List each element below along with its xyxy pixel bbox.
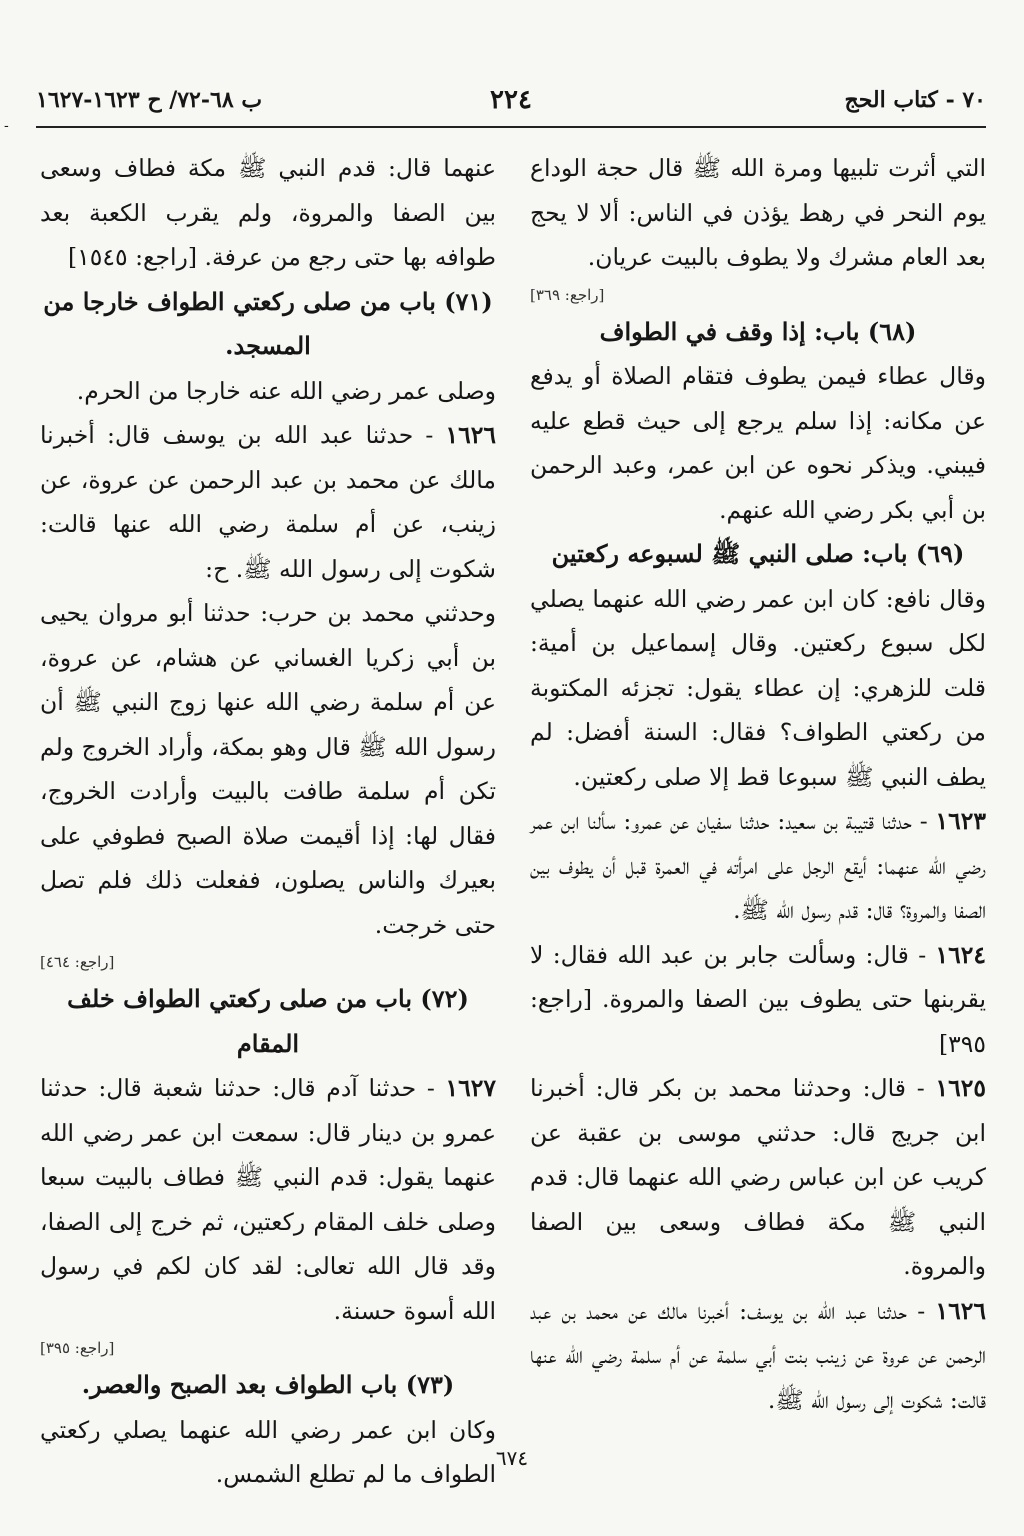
hadith-number: ١٦٢٦	[445, 421, 496, 449]
text-paragraph: وكان ابن عمر رضي الله عنهما يصلي ركعتي الطواف ما لم تطلع الشمس.	[40, 1415, 496, 1488]
hadith-number: ١٦٢٧	[445, 1074, 496, 1102]
text-paragraph: عنهما قال: قدم النبي ﷺ مكة فطاف وسعى بين الصفا والمروة، ولم يقرب الكعبة بعد طوافه بها حتى رجع من عرفة. [راجع: ١٥٤٥]	[40, 154, 496, 271]
hadith-paragraph	[40, 413, 496, 591]
hadith-paragraph	[530, 799, 986, 933]
cross-reference: [راجع: ٤٦٤]	[40, 953, 115, 971]
hadith-number: ١٦٢٥	[935, 1074, 986, 1102]
header-rule	[36, 126, 986, 128]
text-paragraph: وصلى عمر رضي الله عنه خارجا من الحرم.	[76, 376, 496, 405]
hadith-number: ١٦٢٣	[935, 807, 986, 835]
corner-mark: -	[4, 118, 9, 134]
chapter-heading: (٦٩) باب: صلى النبي ﷺ لسبوعه ركعتين	[551, 539, 965, 568]
hadith-text: - قال: وحدثنا محمد بن بكر قال: أخبرنا ابن جريج قال: حدثني موسى بن عقبة عن كريب عن ابن عباس رضي الله عنهما قال: قدم النبي ﷺ مكة فطاف وسعى بين الصفا والمروة.	[530, 1074, 986, 1280]
hadith-number: ١٦٢٤	[935, 940, 986, 969]
hadith-text: - حدثنا قتيبة بن سعيد: حدثنا سفيان عن عمرو: سألنا ابن عمر رضي الله عنهما: أيقع الرجل على امرأته في العمرة قبل أن يطوف بين الصفا والمروة؟ قال: قدم رسول الله ﷺ.	[530, 807, 986, 924]
hadith-paragraph	[530, 1289, 986, 1423]
chapter-heading: (٧١) باب من صلى ركعتي الطواف خارجا من المسجد.	[43, 286, 493, 360]
chapter-title: ٧٠ - كتاب الحج	[844, 87, 986, 113]
header-page-number: ٢٢٤	[490, 85, 532, 115]
right-column	[530, 146, 986, 1442]
left-column	[40, 146, 496, 1488]
text-paragraph: وحدثني محمد بن حرب: حدثنا أبو مروان يحيى بن أبي زكريا الغساني عن هشام، عن عروة، عن أم سلمة رضي الله عنها زوج النبي ﷺ أن رسول الله ﷺ قال وهو بمكة، وأراد الخروج ولم تكن أم سلمة طافت بالبيت وأرادت الخروج، فقال لها: إذا أقيمت صلاة الصبح فطوفي على بعيرك والناس يصلون، ففعلت ذلك فلم تصل حتى خرجت.	[40, 599, 496, 939]
hadith-paragraph	[530, 1066, 986, 1289]
hadith-text: - حدثنا عبد الله بن يوسف قال: أخبرنا مالك عن محمد بن عبد الرحمن عن عروة، عن زينب، عن أم سلمة رضي الله عنها قالت: شكوت إلى رسول الله ﷺ. ح:	[40, 421, 496, 583]
hadith-paragraph	[530, 933, 986, 1067]
hadith-text: - قال: وسألت جابر بن عبد الله فقال: لا يقربنها حتى يطوف بين الصفا والمروة. [راجع: ٣٩٥]	[530, 940, 986, 1058]
hadith-text: - حدثنا عبد الله بن يوسف: أخبرنا مالك عن محمد بن عبد الرحمن عن عروة عن زينب بنت أبي سلمة عن أم سلمة رضي الله عنها قالت: شكوت إلى رسول الله ﷺ.	[530, 1296, 986, 1414]
chapter-heading: (٦٨) باب: إذا وقف في الطواف	[599, 316, 917, 346]
chapter-heading: (٧٣) باب الطواف بعد الصبح والعصر.	[81, 1370, 455, 1399]
hadith-paragraph	[40, 1066, 496, 1333]
cross-reference: [راجع: ٣٩٥]	[40, 1339, 115, 1357]
chapter-heading: (٧٢) باب من صلى ركعتي الطواف خلف المقام	[67, 984, 469, 1058]
hadith-number: ١٦٢٦	[935, 1296, 986, 1325]
chapter-references: ب ٦٨-٧٢/ ح ١٦٢٣-١٦٢٧	[36, 87, 263, 113]
footer-page-number: ٦٧٤	[495, 1446, 529, 1470]
text-paragraph: وقال نافع: كان ابن عمر رضي الله عنهما يصلي لكل سبوع ركعتين. وقال إسماعيل بن أمية: قلت للزهري: إن عطاء يقول: تجزئه المكتوبة من ركعتي الطواف؟ فقال: السنة أفضل: لم يطف النبي ﷺ سبوعا قط إلا صلى ركعتين.	[530, 584, 986, 791]
text-paragraph: التي أثرت تلبيها ومرة الله ﷺ قال حجة الوداع يوم النحر في رهط يؤذن في الناس: ألا لا يحج بعد العام مشرك ولا يطوف بالبيت عريان.	[530, 154, 986, 271]
hadith-text: - حدثنا آدم قال: حدثنا شعبة قال: حدثنا عمرو بن دينار قال: سمعت ابن عمر رضي الله عنهما يقول: قدم النبي ﷺ فطاف بالبيت سبعا وصلى خلف المقام ركعتين، ثم خرج إلى الصفا، وقد قال الله تعالى: لقد كان لكم في رسول الله أسوة حسنة.	[40, 1074, 496, 1325]
page-header	[36, 78, 986, 122]
text-paragraph: وقال عطاء فيمن يطوف فتقام الصلاة أو يدفع عن مكانه: إذا سلم يرجع إلى حيث قطع عليه فيبني. ويذكر نحوه عن ابن عمر، وعبد الرحمن بن أبي بكر رضي الله عنهم.	[530, 362, 986, 524]
cross-reference: [راجع: ٣٦٩]	[530, 285, 605, 304]
